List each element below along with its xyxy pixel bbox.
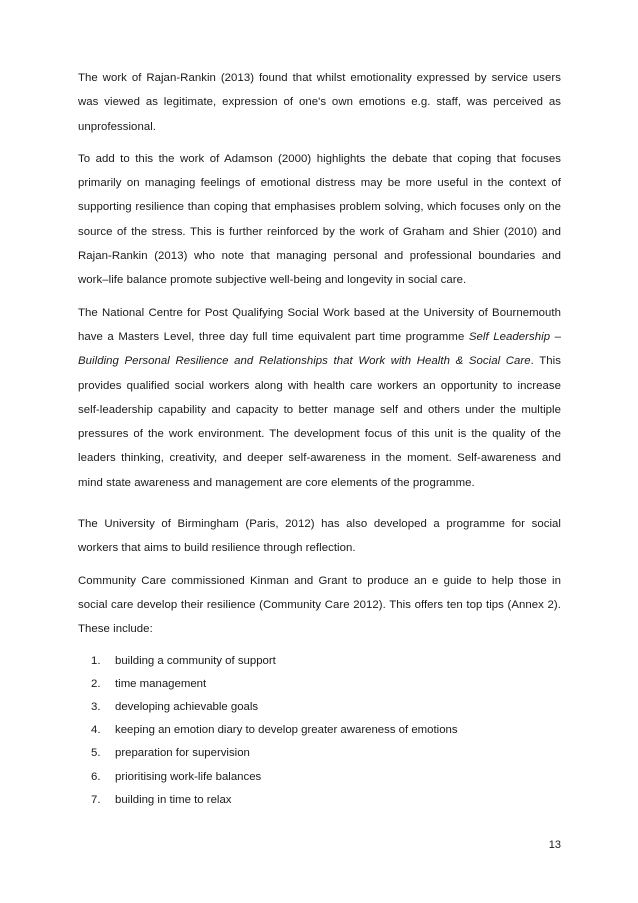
list-item-text: building a community of support [115, 654, 276, 667]
paragraph-national-centre [78, 301, 561, 495]
paragraph-national-centre-part1: The National Centre for Post Qualifying Social Work based at the University of Bournemouth have a Masters Level, three day full time equivalent part time programme [78, 306, 561, 343]
paragraph-community-care: Community Care commissioned Kinman and Grant to produce an e guide to help those in social care develop their resilience (Community Care 2012). This offers ten top tips (Annex 2). These include: [78, 574, 561, 636]
paragraph-adamson: To add to this the work of Adamson (2000) highlights the debate that coping that focuses primarily on managing feelings of emotional distress may be more useful in the context of supporting resilience than coping that emphasises problem solving, which focuses only on the source of the stress. This is further reinforced by the work of Graham and Shier (2010) and Rajan-Rankin (2013) who note that managing personal and professional boundaries and work–life balance promote subjective well-being and longevity in social care. [78, 152, 561, 287]
tips-list [78, 650, 561, 812]
list-item [78, 696, 561, 719]
list-item-number: 3. [91, 700, 101, 713]
list-item-text: keeping an emotion diary to develop greater awareness of emotions [115, 724, 458, 737]
paragraph-national-centre-part2: . This provides qualified social workers along with health care workers an opportunity to increase self-leadership capability and capacity to better manage self and others under the multiple pressures of the work environment. The development focus of this unit is the quality of the leaders thinking, creativity, and deeper self-awareness in the moment. Self-awareness and mind state awareness and management are core elements of the programme. [78, 355, 561, 489]
list-item-text: preparation for supervision [115, 747, 250, 760]
page-number: 13 [548, 839, 561, 851]
list-item [78, 650, 561, 673]
list-item-text: time management [115, 677, 207, 690]
list-item [78, 766, 561, 789]
list-item-number: 1. [91, 654, 101, 667]
list-item [78, 719, 561, 742]
paragraph-rajan-rankin: The work of Rajan-Rankin (2013) found that whilst emotionality expressed by service users was viewed as legitimate, expression of one's own emotions e.g. staff, was perceived as unprofessional. [78, 72, 561, 133]
list-item-text: building in time to relax [115, 793, 232, 806]
list-item [78, 789, 561, 812]
list-item [78, 742, 561, 765]
list-item-number: 6. [91, 770, 101, 783]
list-item [78, 673, 561, 696]
programme-title: Self Leadership – Building Personal Resilience and Relationships that Work with Health & Social Care [78, 330, 561, 368]
list-item-text: prioritising work-life balances [115, 770, 262, 783]
list-item-number: 7. [91, 793, 101, 806]
list-item-text: developing achievable goals [115, 700, 259, 713]
paragraph-birmingham: The University of Birmingham (Paris, 2012) has also developed a programme for social workers that aims to build resilience through reflection. [78, 518, 561, 555]
list-item-number: 4. [91, 724, 101, 737]
list-item-number: 5. [91, 747, 101, 760]
list-item-number: 2. [91, 677, 101, 690]
document-page [78, 66, 561, 812]
